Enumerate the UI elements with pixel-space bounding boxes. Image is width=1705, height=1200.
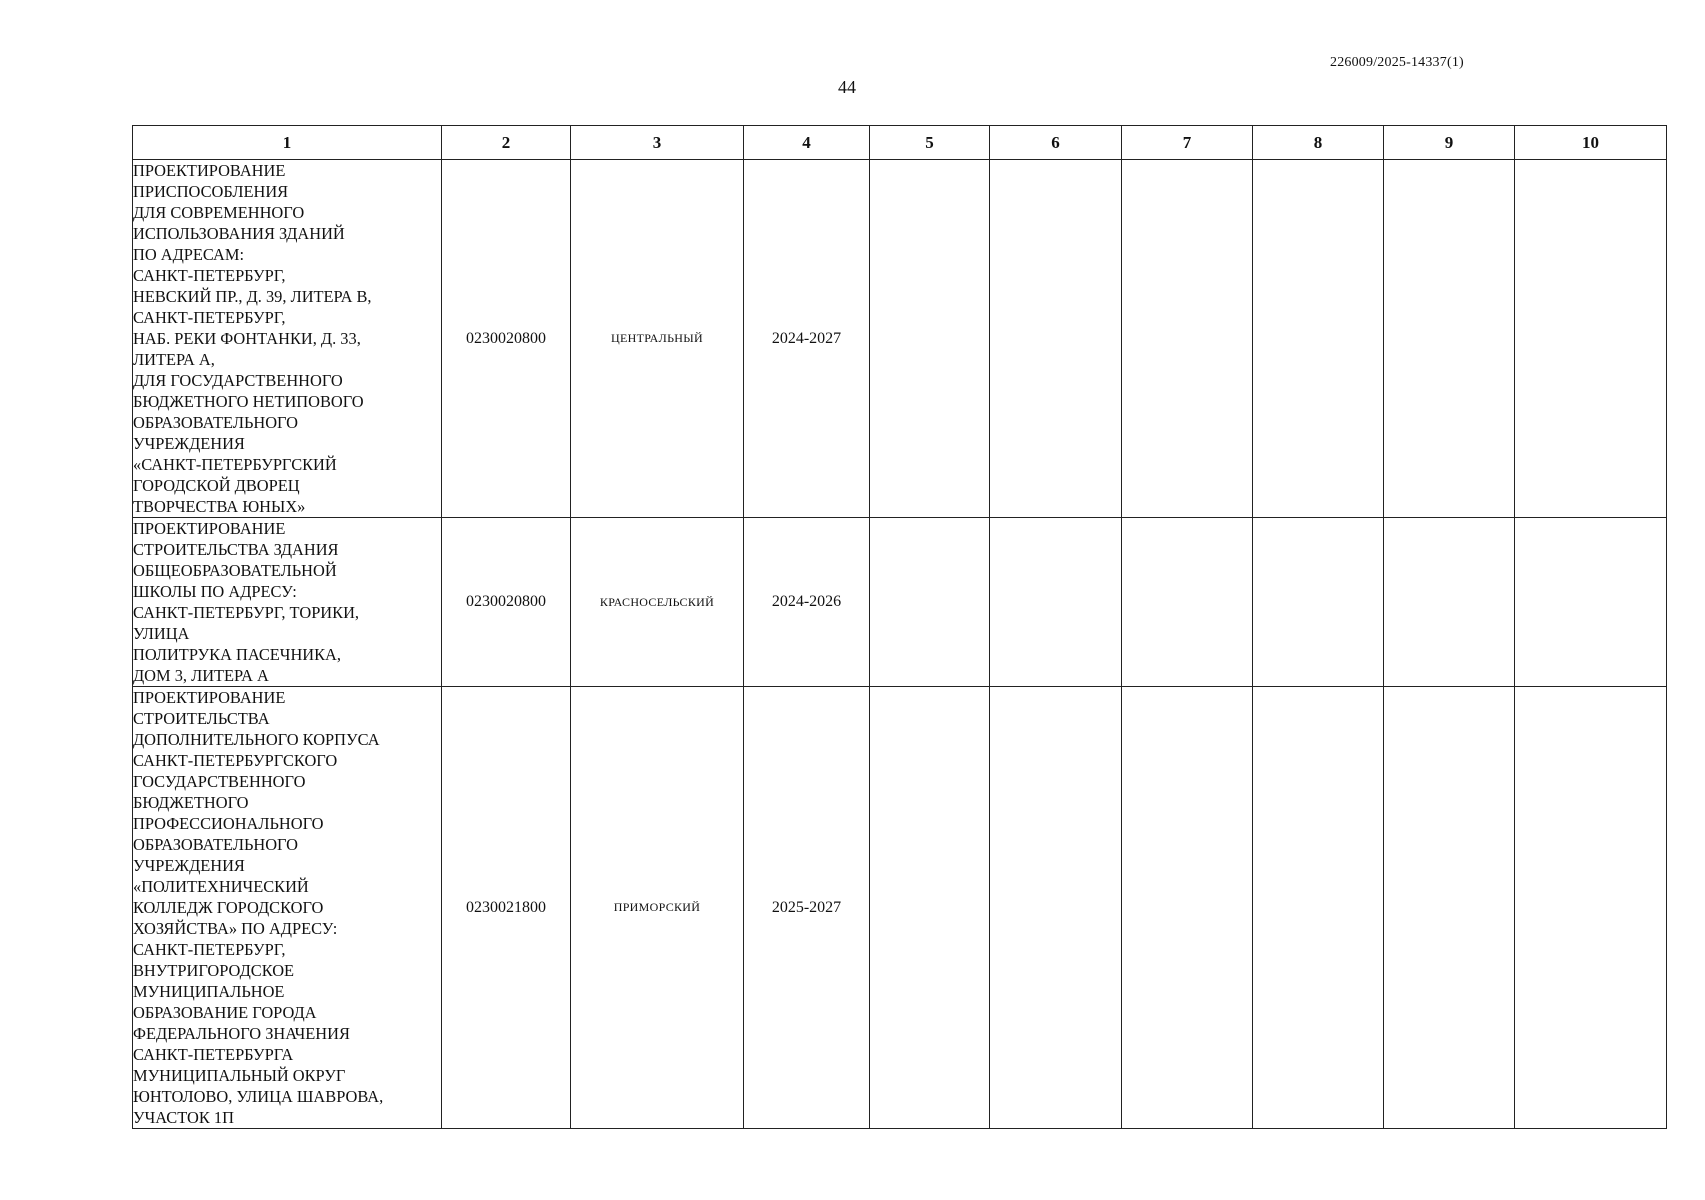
empty-cell	[1253, 160, 1384, 518]
district-name: ЦЕНТРАЛЬНЫЙ	[571, 160, 744, 518]
column-header-4: 4	[744, 126, 870, 160]
column-header-2: 2	[442, 126, 571, 160]
empty-cell	[1253, 518, 1384, 687]
table-row	[133, 687, 1667, 1129]
object-description: ПРОЕКТИРОВАНИЕ СТРОИТЕЛЬСТВА ДОПОЛНИТЕЛЬНОГО КОРПУСА САНКТ-ПЕТЕРБУРГСКОГО ГОСУДАРСТВЕННОГО БЮДЖЕТНОГО ПРОФЕССИОНАЛЬНОГО ОБРАЗОВАТЕЛЬНОГО УЧРЕЖДЕНИЯ «ПОЛИТЕХНИЧЕСКИЙ КОЛЛЕДЖ ГОРОДСКОГО ХОЗЯЙСТВА» ПО АДРЕСУ: САНКТ-ПЕТЕРБУРГ, ВНУТРИГОРОДСКОЕ МУНИЦИПАЛЬНОЕ ОБРАЗОВАНИЕ ГОРОДА ФЕДЕРАЛЬНОГО ЗНАЧЕНИЯ САНКТ-ПЕТЕРБУРГА МУНИЦИПАЛЬНЫЙ ОКРУГ ЮНТОЛОВО, УЛИЦА ШАВРОВА, УЧАСТОК 1П	[133, 687, 442, 1129]
column-header-6: 6	[990, 126, 1122, 160]
column-header-9: 9	[1384, 126, 1515, 160]
column-header-3: 3	[571, 126, 744, 160]
column-header-5: 5	[870, 126, 990, 160]
empty-cell	[1515, 687, 1667, 1129]
column-header-8: 8	[1253, 126, 1384, 160]
implementation-period: 2024-2027	[744, 160, 870, 518]
empty-cell	[1515, 160, 1667, 518]
empty-cell	[870, 160, 990, 518]
document-registration-number: 226009/2025-14337(1)	[1330, 55, 1464, 70]
budget-code: 0230021800	[442, 687, 571, 1129]
object-description: ПРОЕКТИРОВАНИЕ ПРИСПОСОБЛЕНИЯ ДЛЯ СОВРЕМЕННОГО ИСПОЛЬЗОВАНИЯ ЗДАНИЙ ПО АДРЕСАМ: САНКТ-ПЕТЕРБУРГ, НЕВСКИЙ ПР., Д. 39, ЛИТЕРА В, САНКТ-ПЕТЕРБУРГ, НАБ. РЕКИ ФОНТАНКИ, Д. 33, ЛИТЕРА А, ДЛЯ ГОСУДАРСТВЕННОГО БЮДЖЕТНОГО НЕТИПОВОГО ОБРАЗОВАТЕЛЬНОГО УЧРЕЖДЕНИЯ «САНКТ-ПЕТЕРБУРГСКИЙ ГОРОДСКОЙ ДВОРЕЦ ТВОРЧЕСТВА ЮНЫХ»	[133, 160, 442, 518]
data-table	[132, 125, 1667, 1129]
empty-cell	[990, 687, 1122, 1129]
table-row	[133, 160, 1667, 518]
empty-cell	[990, 160, 1122, 518]
implementation-period: 2025-2027	[744, 687, 870, 1129]
district-name: КРАСНОСЕЛЬСКИЙ	[571, 518, 744, 687]
budget-code: 0230020800	[442, 518, 571, 687]
object-description: ПРОЕКТИРОВАНИЕ СТРОИТЕЛЬСТВА ЗДАНИЯ ОБЩЕОБРАЗОВАТЕЛЬНОЙ ШКОЛЫ ПО АДРЕСУ: САНКТ-ПЕТЕРБУРГ, ТОРИКИ, УЛИЦА ПОЛИТРУКА ПАСЕЧНИКА, ДОМ 3, ЛИТЕРА А	[133, 518, 442, 687]
empty-cell	[870, 518, 990, 687]
table-row	[133, 518, 1667, 687]
empty-cell	[1384, 160, 1515, 518]
table-header-row	[133, 126, 1667, 160]
empty-cell	[1384, 518, 1515, 687]
empty-cell	[1122, 160, 1253, 518]
district-name: ПРИМОРСКИЙ	[571, 687, 744, 1129]
empty-cell	[1122, 687, 1253, 1129]
empty-cell	[1515, 518, 1667, 687]
empty-cell	[990, 518, 1122, 687]
column-header-7: 7	[1122, 126, 1253, 160]
empty-cell	[1122, 518, 1253, 687]
column-header-1: 1	[133, 126, 442, 160]
column-header-10: 10	[1515, 126, 1667, 160]
empty-cell	[1384, 687, 1515, 1129]
implementation-period: 2024-2026	[744, 518, 870, 687]
empty-cell	[1253, 687, 1384, 1129]
budget-code: 0230020800	[442, 160, 571, 518]
page-number: 44	[838, 77, 856, 97]
empty-cell	[870, 687, 990, 1129]
